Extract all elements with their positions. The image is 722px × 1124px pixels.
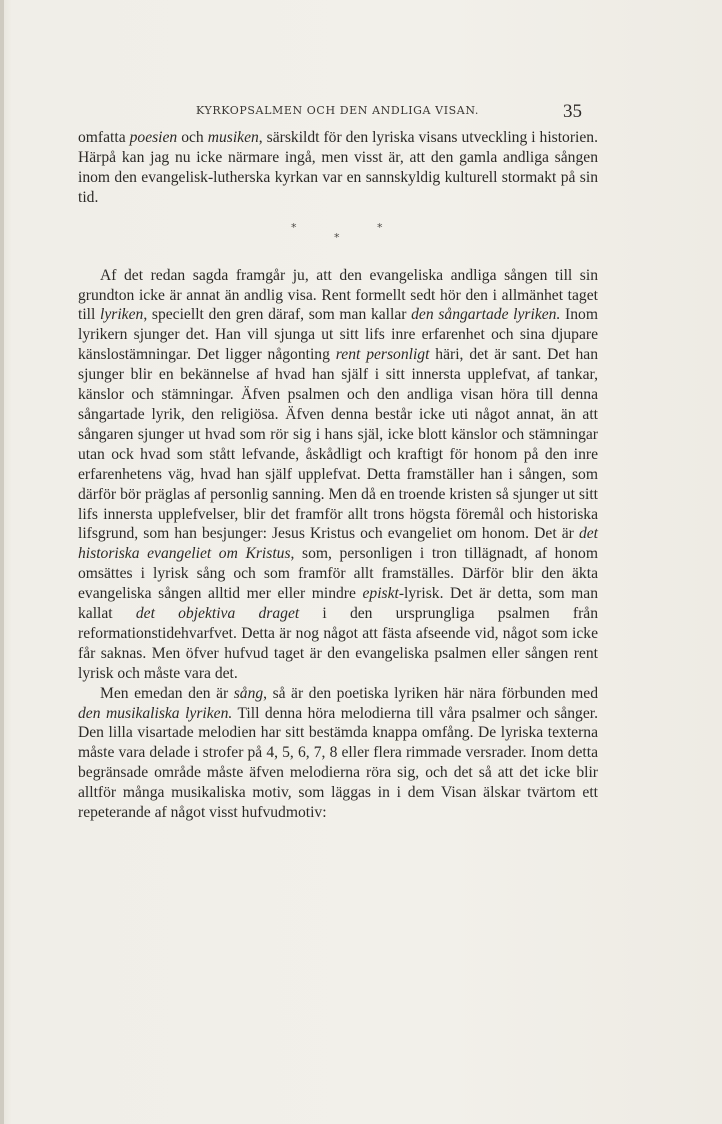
italic-run: musiken [207, 129, 259, 146]
text-run: , speciellt den gren däraf, som man kallar [143, 306, 412, 324]
text-run: i den ursprungliga psalmen från reformationstidehvarfvet. Detta är nog något att fästa afseende vid, något som icke får saknas. Men öfver hufvud taget är den evangeliska psalmen eller sången rent lyrisk och måste vara det. [78, 605, 598, 682]
paragraph-1 [78, 128, 598, 208]
running-head: KYRKOPSALMEN OCH DEN ANDLIGA VISAN. [196, 104, 479, 117]
paragraph-2 [78, 266, 598, 684]
page-number: 35 [563, 101, 582, 122]
text-run: , särskildt för den lyriska visans utveckling i historien. Härpå kan jag nu icke närmare ingå, men visst är, att den gamla andliga sången inom den evangelisk-lutherska kyrkan var en sannskyldig kulturell stormakt på sin tid. [78, 129, 598, 206]
section-divider-asterisks [78, 214, 598, 260]
page-spine-edge [0, 0, 4, 1124]
text-run: Af det redan sagda framgår ju, att den evangeliska andliga sången till sin grundton icke är annat än andlig visa. Rent formellt sedt hör den i allmänhet taget till [78, 266, 598, 324]
paragraph-3 [78, 684, 598, 823]
italic-run: den musikaliska lyriken. [78, 704, 233, 722]
italic-run: episkt [362, 585, 399, 603]
italic-run: det historiska evangeliet om Kristus [78, 525, 598, 563]
text-run: Till denna höra melodierna till våra psalmer och sånger. Den lilla visartade melodien har sitt bestämda knappa omfång. De lyriska texterna måste vara delade i strofer på 4, 5, 6, 7, 8 eller flera rimmade versrader. Inom detta begränsade område måste äfven melodierna röra sig, och det så att det icke blir alltför många musikaliska motiv, som läggas in i dem Visan älskar tvärtom ett repeterande af något visst hufvudmotiv: [78, 704, 598, 822]
italic-run: sång [233, 684, 264, 702]
italic-run: det objektiva draget [135, 605, 300, 623]
asterisk-ornament: * [291, 220, 297, 234]
text-run: , så är den poetiska lyriken här nära förbunden med [263, 684, 598, 702]
asterisk-ornament: * [334, 230, 340, 244]
italic-run: lyriken [100, 306, 144, 324]
text-run: Men emedan den är [100, 684, 234, 702]
italic-run: den sångartade lyriken. [411, 306, 561, 324]
text-run: omfatta [78, 129, 130, 146]
italic-run: rent personligt [335, 346, 430, 364]
italic-run: poesien [129, 129, 178, 146]
text-run: Inom lyrikern sjunger det. Han vill sjunga ut sitt lifs inre erfarenhet och sina djupare känslostämningar. Det ligger någonting [78, 306, 598, 364]
text-run: -lyrisk. Det är detta, som man kallat [78, 585, 598, 623]
asterisk-ornament: * [377, 220, 383, 234]
text-run: och [177, 129, 208, 146]
text-run: , som, personligen i tron tillägnadt, af honom omsättes i lyrisk sång och som framför allt framställes. Därför blir den äkta evangeliska sången alltid mer eller mindre [78, 545, 598, 603]
text-run: häri, det är sant. Det han sjunger blir en bekännelse af hvad han själf i sitt innersta upplefvat, af tankar, känslor och stämningar. Äfven psalmen och den andliga visan höra till denna sångartade lyrik, den religiösa. Äfven denna består icke uti något annat, än att sångaren sjunger ut hvad som rör sig i hans själ, icke blott känslor och stämningar utan ock hvad som stått lefvande, åskådligt och kraftigt för honom på den inre erfarenhetens väg, hvad han själf upplefvat. Detta framställer han i sången, som därför bör präglas af personlig sanning. Men då en troende kristen så sjunger ut sitt lifs innersta upplefvelser, blir det framför allt trons högsta föremål och historiska lifsgrund, som han besjunger: Jesus Kristus och evangeliet om honom. Det är [78, 346, 599, 543]
body-text [78, 128, 598, 823]
